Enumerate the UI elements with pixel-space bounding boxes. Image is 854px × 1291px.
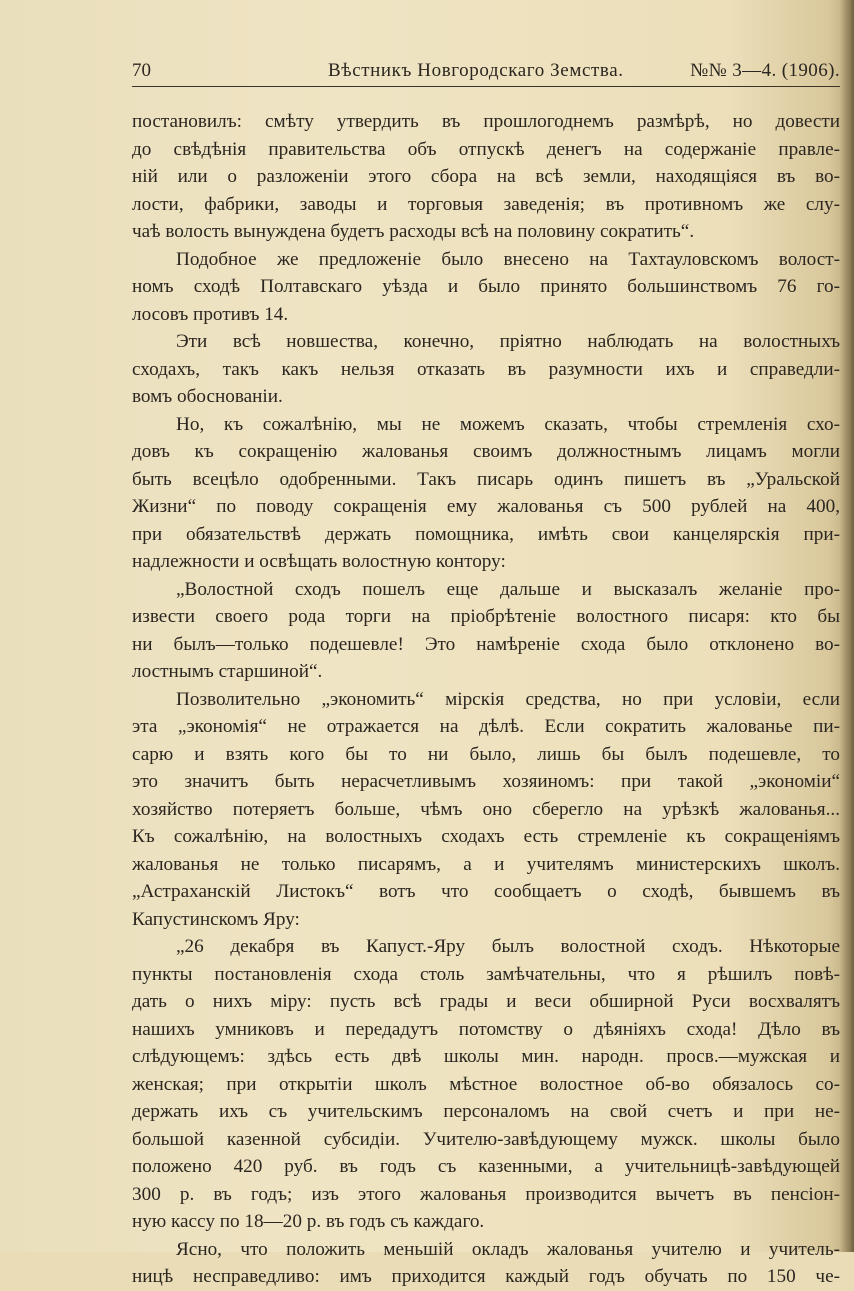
text-line: женская; при открытіи школъ мѣстное волостное об-во обязалось со- (132, 1073, 840, 1095)
text-line: нашихъ умниковъ и передадутъ потомству о дѣяніяхъ схода! Дѣло въ (132, 1018, 840, 1040)
text-line: держать ихъ съ учительскимъ персоналомъ на свой счетъ и при не- (132, 1101, 840, 1122)
header-rule (132, 86, 840, 87)
body-text (132, 108, 840, 1291)
journal-title: Вѣстникъ Новгородскаго Земства. (328, 60, 624, 81)
issue-number: №№ 3—4. (1906). (690, 60, 840, 81)
text-line: положено 420 руб. въ годъ съ казенными, а учительницѣ-завѣдующей (132, 1156, 840, 1177)
page-number: 70 (132, 60, 151, 81)
text-line: ную кассу по 18—20 р. въ годъ съ каждаго. (132, 1211, 485, 1232)
text-line: большой казенной субсидіи. Учителю-завѣдующему мужск. школы было (132, 1128, 840, 1150)
text-line: Позволительно „экономить“ мірскія средства, но при условіи, если (176, 688, 840, 710)
text-line: при обязательствѣ держать помощника, имѣть свои канцелярскія при- (132, 523, 840, 545)
text-line: Капустинскомъ Яру: (132, 908, 300, 930)
text-line: Подобное же предложеніе было внесено на Тахтауловскомъ волост- (176, 248, 840, 270)
page-edge-shadow (840, 0, 854, 1252)
text-line: сарю и взять кого бы то ни было, лишь бы былъ подешевле, то (132, 743, 840, 765)
text-line: извести своего рода торги на пріобрѣтеніе волостного писаря: кто бы (132, 606, 840, 627)
text-line: „Волостной сходъ пошелъ еще дальше и высказалъ желаніе про- (176, 578, 840, 600)
text-line: вомъ обоснованіи. (132, 386, 283, 407)
text-line: надлежности и освѣщать волостную контору: (132, 551, 506, 572)
text-line: пункты постановленія схода столь замѣчательны, что я рѣшилъ повѣ- (132, 963, 840, 985)
text-line: это значитъ быть нерасчетливымъ хозяиномъ: при такой „экономіи“ (132, 771, 840, 792)
text-line: „Астраханскій Листокъ“ вотъ что сообщаетъ о сходѣ, бывшемъ въ (132, 881, 840, 902)
text-line: 300 р. въ годъ; изъ этого жалованья производится вычетъ въ пенсіон- (132, 1183, 840, 1205)
text-line: жалованья не только писарямъ, а и учителямъ министерскихъ школъ. (132, 853, 840, 875)
text-line: Жизни“ по поводу сокращенія ему жалованья съ 500 рублей на 400, (132, 496, 840, 517)
text-line: ницѣ несправедливо: имъ приходится каждый годъ обучать по 150 че- (132, 1266, 840, 1287)
text-line: сходахъ, такъ какъ нельзя отказать въ разумности ихъ и справедли- (132, 358, 840, 380)
text-line: дать о нихъ міру: пусть всѣ грады и веси обширной Руси восхвалятъ (132, 991, 840, 1012)
text-line: ни былъ—только подешевле! Это намѣреніе схода было отклонено во- (132, 633, 840, 655)
text-line: ній или о разложеніи этого сбора на всѣ земли, находящіяся въ во- (132, 166, 840, 187)
text-line: „26 декабря въ Капуст.-Яру былъ волостной сходъ. Нѣкоторые (176, 936, 840, 957)
text-line: до свѣдѣнія правительства объ отпускѣ денегъ на содержаніе правле- (132, 138, 840, 160)
text-line: слѣдующемъ: здѣсь есть двѣ школы мин. народн. просв.—мужская и (132, 1046, 840, 1067)
text-line: лостнымъ старшиной“. (132, 661, 323, 682)
text-line: быть всецѣло одобренными. Такъ писарь одинъ пишетъ въ „Уральской (132, 468, 840, 490)
text-line: лости, фабрики, заводы и торговыя заведенія; въ противномъ же слу- (132, 193, 840, 215)
text-line: лосовъ противъ 14. (132, 303, 289, 325)
text-line: номъ сходѣ Полтавскаго уѣзда и было принято большинствомъ 76 го- (132, 276, 840, 297)
text-line: Но, къ сожалѣнію, мы не можемъ сказать, чтобы стремленія схо- (176, 413, 840, 435)
text-line: довъ къ сокращенію жалованья своимъ должностнымъ лицамъ могли (132, 441, 840, 462)
text-line: постановилъ: смѣту утвердить въ прошлогоднемъ размѣрѣ, но довести (132, 111, 840, 132)
running-header (132, 58, 840, 86)
text-line: Ясно, что положить меньшій окладъ жалованья учителю и учитель- (176, 1238, 840, 1260)
text-line: Эти всѣ новшества, конечно, пріятно наблюдать на волостныхъ (176, 331, 840, 352)
text-line: хозяйство потеряетъ больше, чѣмъ оно сберегло на урѣзкѣ жалованья... (132, 798, 840, 820)
text-line: эта „экономія“ не отражается на дѣлѣ. Если сократить жалованье пи- (132, 716, 840, 737)
text-line: Къ сожалѣнію, на волостныхъ сходахъ есть стремленіе къ сокращеніямъ (132, 826, 840, 847)
text-line: чаѣ волость вынуждена будетъ расходы всѣ на половину сократить“. (132, 221, 695, 242)
